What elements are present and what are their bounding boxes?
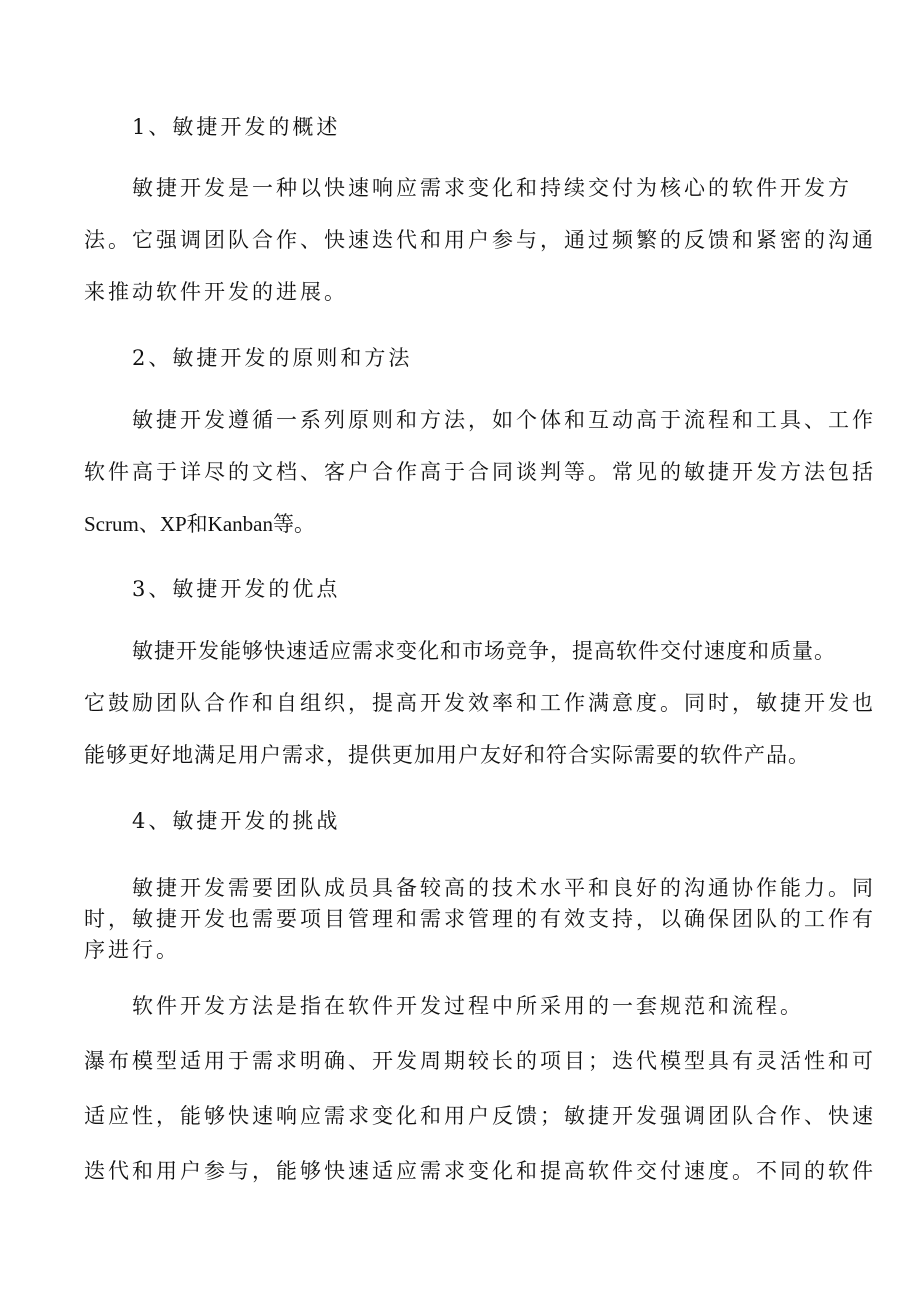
paragraph-line: 敏捷开发能够快速适应需求变化和市场竞争，提高软件交付速度和质量。	[132, 639, 836, 663]
paragraph-line: 序进行。	[84, 938, 180, 962]
paragraph-line: 敏捷开发是一种以快速响应需求变化和持续交付为核心的软件开发方	[132, 176, 852, 200]
paragraph-line: 来推动软件开发的进展。	[84, 280, 348, 304]
closing-paragraph-line: 瀑布模型适用于需求明确、开发周期较长的项目；迭代模型具有灵活性和可	[84, 1049, 876, 1073]
section-heading-4: 4、敏捷开发的挑战	[132, 809, 341, 833]
paragraph-line: 法。它强调团队合作、快速迭代和用户参与，通过频繁的反馈和紧密的沟通	[84, 228, 876, 252]
closing-paragraph-line: 软件开发方法是指在软件开发过程中所采用的一套规范和流程。	[132, 994, 804, 1018]
section-heading-1: 1、敏捷开发的概述	[132, 115, 341, 139]
paragraph-line: Scrum、XP和Kanban等。	[84, 512, 315, 536]
closing-paragraph-line: 适应性，能够快速响应需求变化和用户反馈；敏捷开发强调团队合作、快速	[84, 1104, 876, 1128]
section-heading-3: 3、敏捷开发的优点	[132, 577, 341, 601]
closing-paragraph-line: 迭代和用户参与，能够快速适应需求变化和提高软件交付速度。不同的软件	[84, 1159, 876, 1183]
paragraph-line: 敏捷开发需要团队成员具备较高的技术水平和良好的沟通协作能力。同	[132, 876, 876, 900]
paragraph-line: 敏捷开发遵循一系列原则和方法，如个体和互动高于流程和工具、工作	[132, 408, 876, 432]
paragraph-line: 能够更好地满足用户需求，提供更加用户友好和符合实际需要的软件产品。	[84, 743, 810, 767]
paragraph-line: 时，敏捷开发也需要项目管理和需求管理的有效支持，以确保团队的工作有	[84, 907, 876, 931]
section-heading-2: 2、敏捷开发的原则和方法	[132, 346, 413, 370]
paragraph-line: 它鼓励团队合作和自组织，提高开发效率和工作满意度。同时，敏捷开发也	[84, 691, 876, 715]
paragraph-line: 软件高于详尽的文档、客户合作高于合同谈判等。常见的敏捷开发方法包括	[84, 460, 876, 484]
